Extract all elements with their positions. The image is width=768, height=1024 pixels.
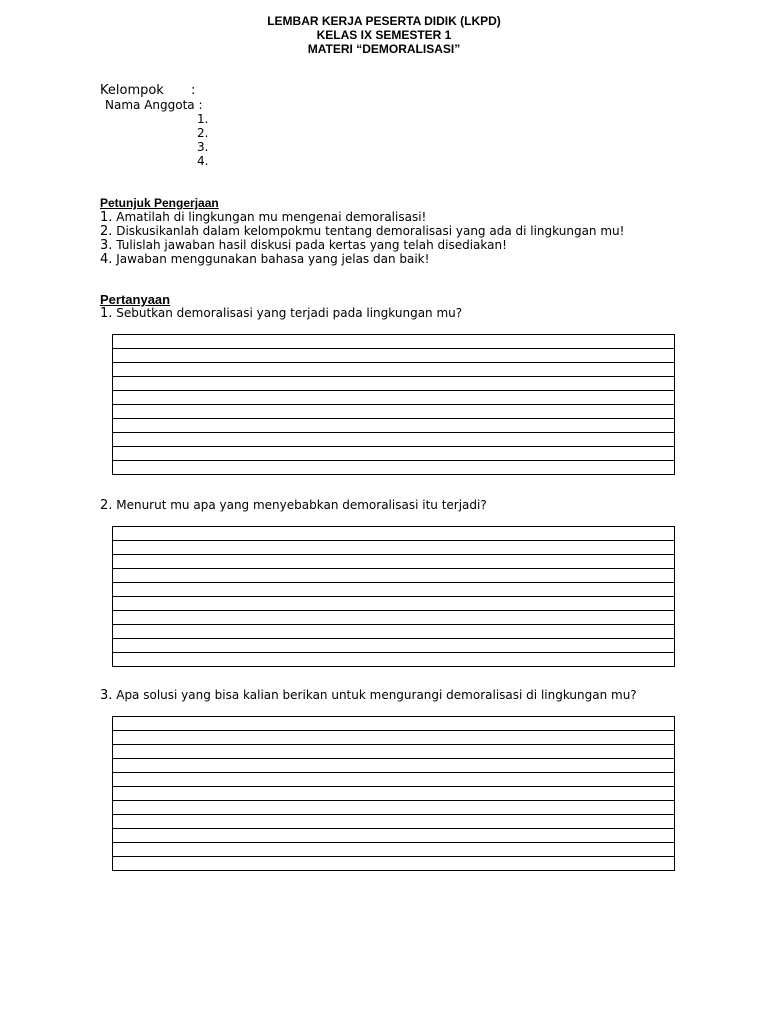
question-text: Menurut mu apa yang menyebabkan demoralisasi itu terjadi? [116, 498, 487, 512]
instruction-number: 3. [100, 238, 113, 253]
petunjuk-title: Petunjuk Pengerjaan [100, 196, 219, 210]
answer-line [113, 362, 674, 363]
question-2 [100, 498, 487, 513]
instruction-text: Diskusikanlah dalam kelompokmu tentang demoralisasi yang ada di lingkungan mu! [116, 224, 625, 238]
answer-box-1[interactable] [112, 334, 675, 475]
answer-box-2[interactable] [112, 526, 675, 667]
instruction-number: 4. [100, 252, 113, 267]
question-1 [100, 306, 462, 321]
question-text: Apa solusi yang bisa kalian berikan untuk mengurangi demoralisasi di lingkungan mu? [116, 688, 637, 702]
instruction-number: 2. [100, 224, 113, 239]
answer-line [113, 772, 674, 773]
answer-line [113, 652, 674, 653]
instruction-item [100, 210, 426, 225]
instruction-number: 1. [100, 210, 113, 225]
instruction-item [100, 252, 429, 267]
answer-line [113, 610, 674, 611]
answer-line [113, 624, 674, 625]
member-number: 4. [197, 154, 209, 168]
answer-line [113, 638, 674, 639]
worksheet-class: KELAS IX SEMESTER 1 [316, 28, 452, 42]
answer-line [113, 390, 674, 391]
instruction-item [100, 238, 507, 253]
answer-line [113, 730, 674, 731]
answer-line [113, 814, 674, 815]
question-number: 3. [100, 688, 113, 703]
answer-line [113, 758, 674, 759]
question-number: 2. [100, 498, 113, 513]
member-number: 2. [197, 126, 209, 140]
question-text: Sebutkan demoralisasi yang terjadi pada lingkungan mu? [116, 306, 463, 320]
answer-line [113, 432, 674, 433]
kelompok-colon: : [191, 83, 196, 98]
answer-line [113, 418, 674, 419]
member-number: 3. [197, 140, 209, 154]
answer-line [113, 842, 674, 843]
nama-anggota-label: Nama Anggota : [105, 98, 203, 112]
worksheet-topic: MATERI “DEMORALISASI” [307, 42, 461, 56]
pertanyaan-title: Pertanyaan [100, 292, 171, 307]
member-number: 1. [197, 112, 209, 126]
instruction-item [100, 224, 624, 239]
answer-line [113, 596, 674, 597]
answer-line [113, 554, 674, 555]
answer-box-3[interactable] [112, 716, 675, 871]
answer-line [113, 582, 674, 583]
answer-line [113, 828, 674, 829]
answer-line [113, 348, 674, 349]
instruction-text: Amatilah di lingkungan mu mengenai demoralisasi! [116, 210, 427, 224]
answer-line [113, 568, 674, 569]
instruction-text: Tulislah jawaban hasil diskusi pada kertas yang telah disediakan! [116, 238, 507, 252]
answer-line [113, 800, 674, 801]
worksheet-title: LEMBAR KERJA PESERTA DIDIK (LKPD) [267, 14, 501, 28]
answer-line [113, 786, 674, 787]
answer-line [113, 376, 674, 377]
question-number: 1. [100, 306, 113, 321]
question-3 [100, 688, 637, 703]
kelompok-label: Kelompok [100, 83, 164, 98]
answer-line [113, 460, 674, 461]
instruction-text: Jawaban menggunakan bahasa yang jelas dan baik! [116, 252, 430, 266]
answer-line [113, 856, 674, 857]
answer-line [113, 446, 674, 447]
answer-line [113, 404, 674, 405]
answer-line [113, 540, 674, 541]
answer-line [113, 744, 674, 745]
